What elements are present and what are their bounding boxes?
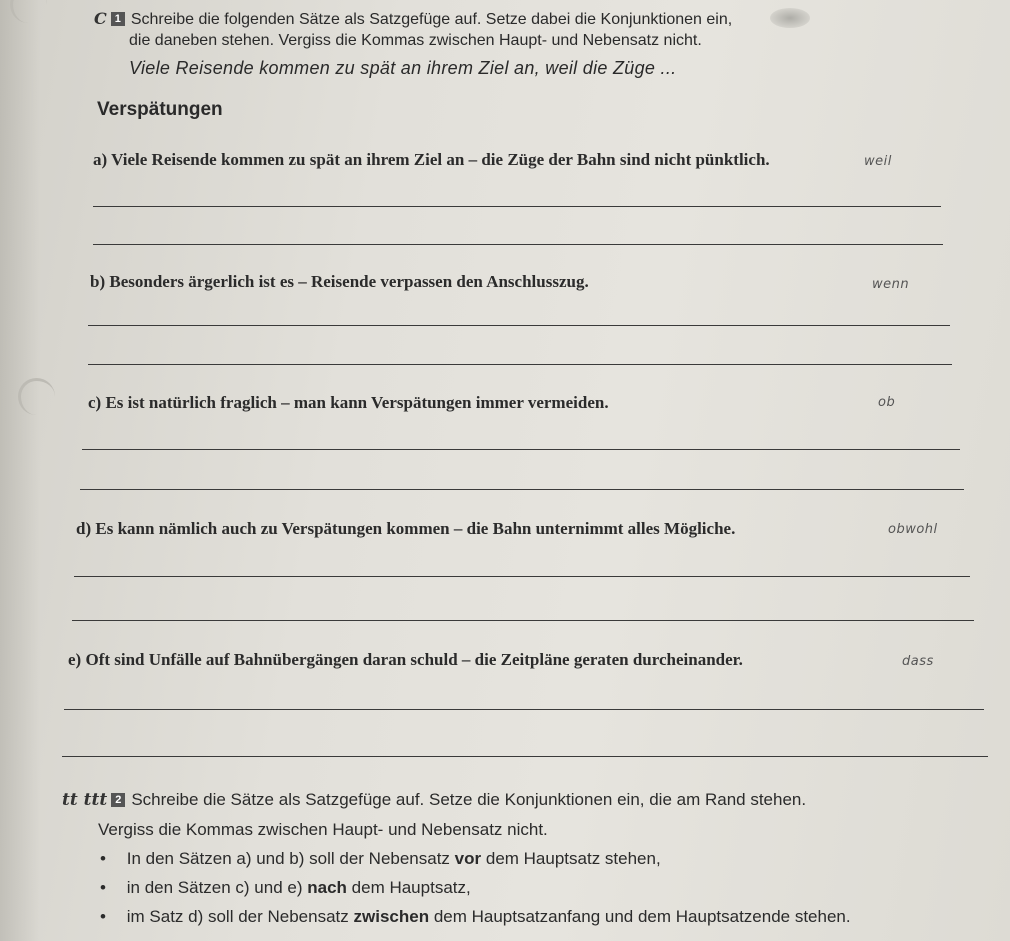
item-label: d) — [76, 519, 92, 538]
exercise-item-e — [68, 650, 743, 670]
item-label: c) — [88, 393, 102, 412]
page-shadow — [0, 0, 40, 941]
answer-line[interactable] — [82, 449, 960, 450]
punch-hole-middle — [18, 378, 55, 415]
bullet-emphasis: zwischen — [353, 907, 430, 926]
item-sentence: Es kann nämlich auch zu Verspätungen kommen – die Bahn unternimmt alles Mögliche. — [95, 519, 736, 538]
conjunction-wenn: wenn — [872, 277, 910, 292]
item-label: b) — [90, 272, 106, 291]
bullet-text: dem Hauptsatz, — [346, 878, 471, 897]
exercise-item-d — [76, 519, 735, 539]
bullet-text: in den Sätzen c) und e) — [126, 878, 308, 897]
task2-bullet — [100, 849, 661, 869]
item-sentence: Viele Reisende kommen zu spät an ihrem Ziel an – die Züge der Bahn sind nicht pünktlich. — [111, 150, 770, 169]
bullet-text: dem Hauptsatzanfang und dem Hauptsatzende stehen. — [429, 907, 851, 926]
task1-level: C — [94, 9, 107, 28]
answer-line[interactable] — [72, 620, 974, 621]
bullet-text: im Satz d) soll der Nebensatz — [126, 907, 354, 926]
bullet-text: In den Sätzen a) und b) soll der Nebensatz — [126, 849, 455, 868]
item-label: e) — [68, 650, 82, 669]
item-sentence: Es ist natürlich fraglich – man kann Verspätungen immer vermeiden. — [105, 393, 609, 412]
item-label: a) — [93, 150, 108, 169]
task2-level: tt ttt — [62, 790, 108, 810]
conjunction-weil: weil — [864, 154, 892, 169]
bullet-text: dem Hauptsatz stehen, — [481, 849, 661, 868]
task1-instruction — [94, 8, 732, 30]
exercise-item-b — [90, 272, 589, 292]
answer-line[interactable] — [80, 489, 964, 490]
answer-line[interactable] — [88, 325, 950, 326]
answer-line[interactable] — [74, 576, 970, 577]
task2-instruction-line2: Vergiss die Kommas zwischen Haupt- und Nebensatz nicht. — [98, 820, 548, 839]
task2-bullet — [100, 907, 851, 927]
task2-instruction — [62, 790, 806, 810]
task1-example: Viele Reisende kommen zu spät an ihrem Ziel an, weil die Züge ... — [129, 58, 677, 78]
conjunction-dass: dass — [902, 654, 934, 669]
answer-line[interactable] — [88, 364, 952, 365]
task2-instruction-line1: Schreibe die Sätze als Satzgefüge auf. Setze die Konjunktionen ein, die am Rand stehen. — [131, 790, 807, 809]
task1-instruction-line2: die daneben stehen. Vergiss die Kommas zwischen Haupt- und Nebensatz nicht. — [129, 32, 702, 49]
bullet-emphasis: vor — [454, 849, 482, 868]
exercise-item-c — [88, 393, 609, 413]
task2-number-badge: 2 — [111, 793, 125, 807]
item-sentence: Besonders ärgerlich ist es – Reisende verpassen den Anschlusszug. — [109, 272, 589, 291]
task1-instruction-line1: Schreibe die folgenden Sätze als Satzgefüge auf. Setze dabei die Konjunktionen ein, — [130, 11, 733, 28]
conjunction-obwohl: obwohl — [888, 522, 938, 537]
conjunction-ob: ob — [878, 395, 896, 410]
task1-number-badge: 1 — [111, 12, 125, 26]
item-sentence: Oft sind Unfälle auf Bahnübergängen daran schuld – die Zeitpläne geraten durcheinander. — [85, 650, 743, 669]
answer-line[interactable] — [93, 244, 943, 245]
answer-line[interactable] — [62, 756, 988, 757]
exercise-item-a — [93, 150, 770, 170]
answer-line[interactable] — [93, 206, 941, 207]
smudge-mark — [770, 8, 810, 28]
bullet-emphasis: nach — [307, 878, 347, 897]
section-heading: Verspätungen — [97, 99, 223, 120]
task2-bullet — [100, 878, 471, 898]
answer-line[interactable] — [64, 709, 984, 710]
